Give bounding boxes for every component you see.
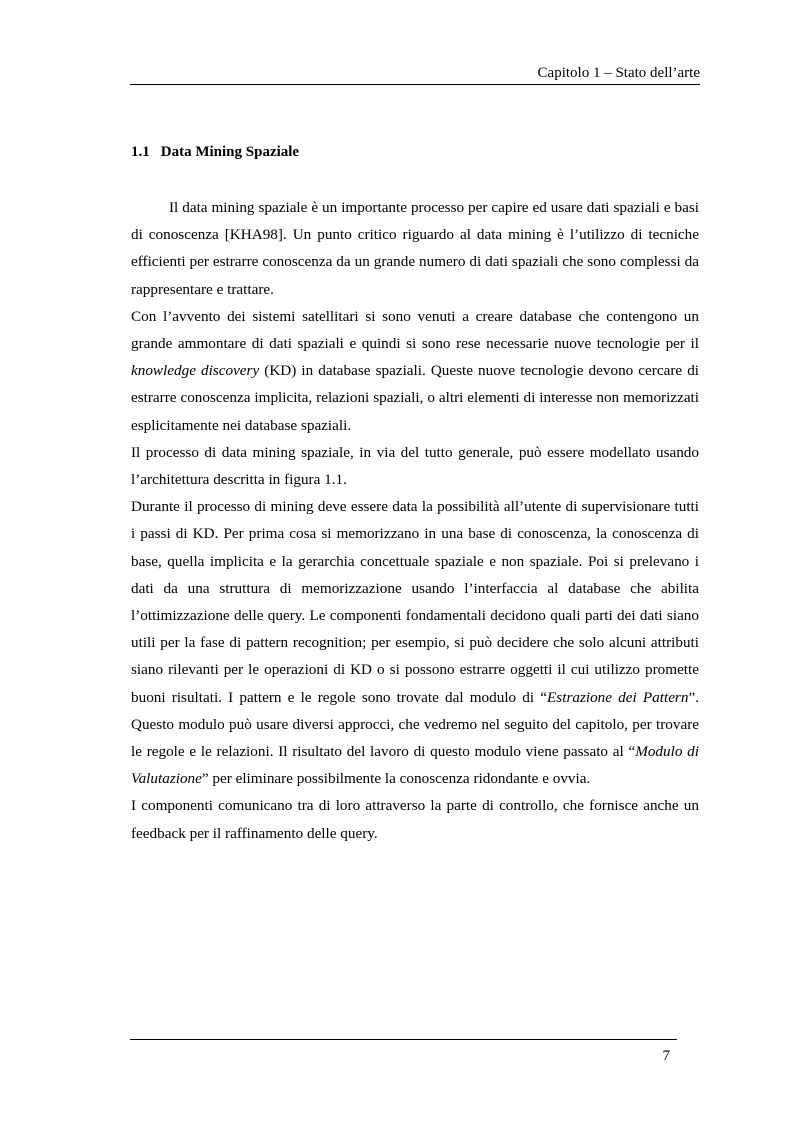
paragraph-2-emphasis: knowledge discovery xyxy=(131,362,260,380)
paragraph-3: Il processo di data mining spaziale, in via del tutto generale, può essere modellato usando l’architettura descritta in figura 1.1. xyxy=(131,443,699,489)
paragraph-4-text-c: ” per eliminare possibilmente la conoscenza ridondante e ovvia. xyxy=(201,770,591,788)
paragraph-4-emphasis-1: Estrazione dei Pattern xyxy=(547,688,689,706)
paragraph-1: Il data mining spaziale è un importante processo per capire ed usare dati spaziali e basi di conoscenza [KHA98]. Un punto critico riguardo al data mining è l’utilizzo di tecniche efficienti per estrarre conoscenza da un grande numero di dati spaziali che sono complessi da rappresentare e trattare. xyxy=(131,199,699,298)
running-head: Capitolo 1 – Stato dell’arte xyxy=(537,65,700,81)
paragraph-2-text-b: (KD) in database spaziali. Queste nuove tecnologie devono cercare di estrarre conoscenza implicita, relazioni spaziali, o altri elementi di interesse non memorizzati esplicitamente nei database spaziali. xyxy=(131,362,700,434)
paragraph-4-text-a: Durante il processo di mining deve essere data la possibilità all’utente di supervisionare tutti i passi di KD. Per prima cosa si memorizzano in una base di conoscenza, la conoscenza di base, quella implicita e la gerarchia concettuale spaziale e non spaziale. Poi si prelevano i dati da una struttura di memorizzazione usando l’interfaccia al database che abilita l’ottimizzazione delle query. Le componenti fondamentali decidono quali parti dei dati siano utili per la fase di pattern recognition; per esempio, si può decidere che solo alcuni attributi siano rilevanti per le operazioni di KD o si possono estrarre oggetti il cui utilizzo promette buoni risultati. I pattern e le regole sono trovate dal modulo di “ xyxy=(131,498,699,706)
paragraph-4 xyxy=(131,493,699,792)
body-text xyxy=(131,194,699,847)
paragraph-4-emphasis-2: Modulo di Valutazione xyxy=(131,743,699,788)
paragraph-2-text-a: Con l’avvento dei sistemi satellitari si sono venuti a creare database che contengono un grande ammontare di dati spaziali e quindi si sono rese necessarie nuove tecnologie per il xyxy=(131,307,699,353)
paragraph-4-text-b: ”. Questo modulo può usare diversi approcci, che vedremo nel seguito del capitolo, per trovare le regole e le relazioni. Il risultato del lavoro di questo modulo viene passato al “ xyxy=(131,688,699,761)
section-heading xyxy=(131,141,701,163)
paragraph-5: I componenti comunicano tra di loro attraverso la parte di controllo, che fornisce anche un feedback per il raffinamento delle query. xyxy=(131,797,699,842)
page-number: 7 xyxy=(662,1048,670,1064)
paragraph-2 xyxy=(131,303,699,439)
section-number: 1.1 xyxy=(131,144,150,160)
section-title: Data Mining Spaziale xyxy=(160,144,300,160)
footer-rule xyxy=(130,1039,677,1040)
header-rule xyxy=(130,84,700,85)
